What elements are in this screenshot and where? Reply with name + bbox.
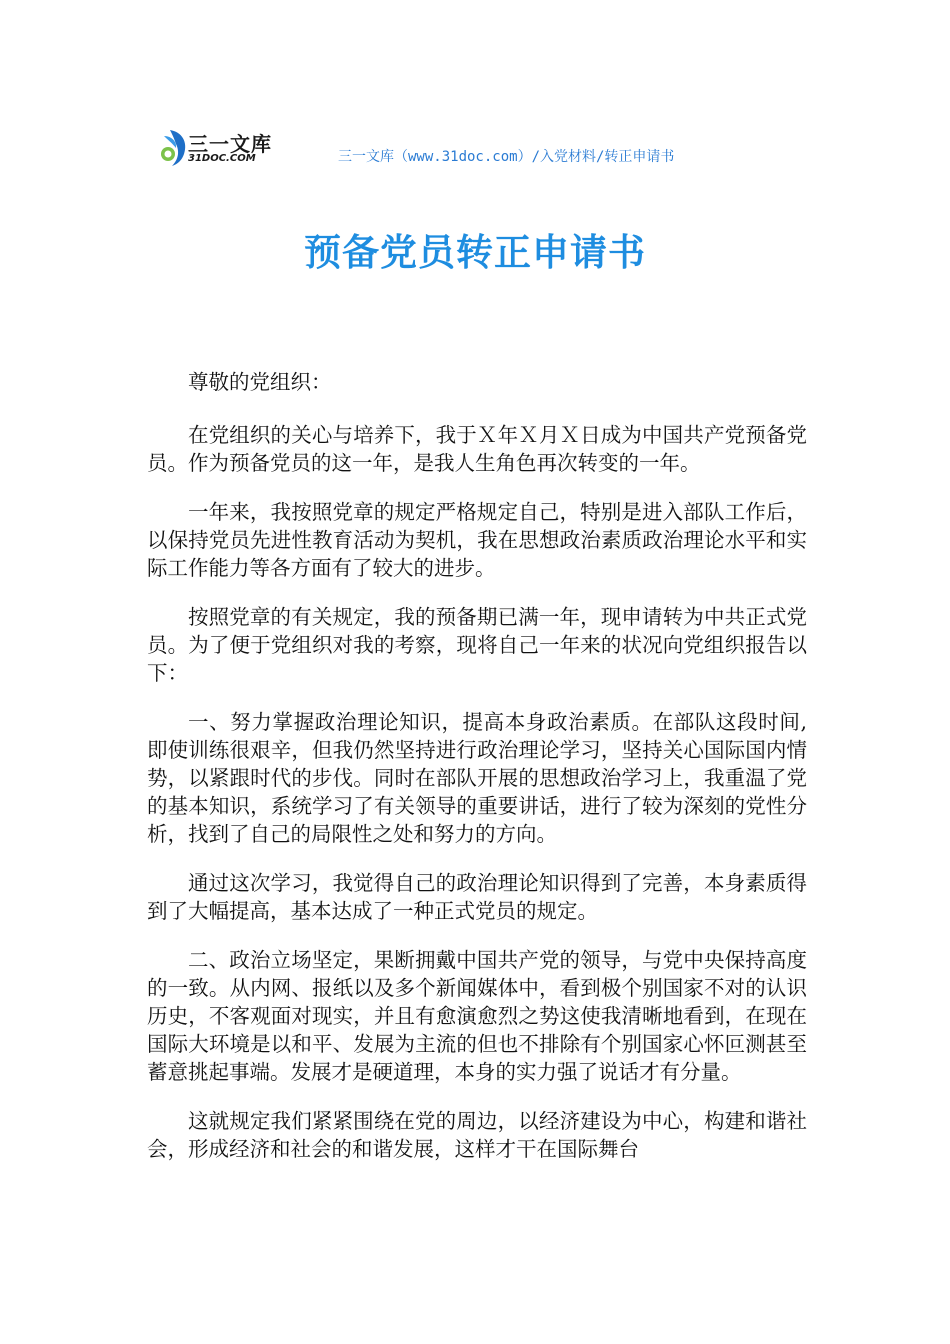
- site-logo[interactable]: [158, 126, 298, 170]
- paragraph: 按照党章的有关规定，我的预备期已满一年，现申请转为中共正式党员。为了便于党组织对我的考察，现将自己一年来的状况向党组织报告以下：: [147, 605, 807, 685]
- logo-name: 三一文库: [188, 132, 272, 156]
- page-header: [0, 118, 950, 178]
- paragraph: 在党组织的关心与培养下，我于Ｘ年Ｘ月Ｘ日成为中国共产党预备党员。作为预备党员的这一年，是我人生角色再次转变的一年。: [147, 423, 807, 475]
- document-title: 预备党员转正申请书: [304, 231, 646, 274]
- document-body: [147, 368, 807, 1184]
- breadcrumb[interactable]: 三一文库（www.31doc.com）/入党材料/转正申请书: [338, 149, 675, 165]
- paragraph: 一年来，我按照党章的规定严格规定自己，特别是进入部队工作后，以保持党员先进性教育活动为契机，我在思想政治素质政治理论水平和实际工作能力等各方面有了较大的进步。: [147, 500, 807, 580]
- logo-icon: [158, 126, 192, 170]
- paragraph: 二、政治立场坚定，果断拥戴中国共产党的领导，与党中央保持高度的一致。从内网、报纸以及多个新闻媒体中，看到极个别国家不对的认识历史，不客观面对现实，并且有愈演愈烈之势这使我清晰地看到，在现在国际大环境是以和平、发展为主流的但也不排除有个别国家心怀叵测甚至蓄意挑起事端。发展才是硬道理，本身的实力强了说话才有分量。: [147, 948, 807, 1084]
- salutation: 尊敬的党组织：: [188, 370, 332, 394]
- paragraph: 这就规定我们紧紧围绕在党的周边，以经济建设为中心，构建和谐社会，形成经济和社会的和谐发展，这样才干在国际舞台: [147, 1109, 807, 1161]
- logo-subtitle: 31DOC.COM: [188, 153, 256, 164]
- paragraph: 一、努力掌握政治理论知识，提高本身政治素质。在部队这段时间,即使训练很艰辛，但我仍然坚持进行政治理论学习，坚持关心国际国内情势，以紧跟时代的步伐。同时在部队开展的思想政治学习上，我重温了党的基本知识，系统学习了有关领导的重要讲话，进行了较为深刻的党性分析，找到了自己的局限性之处和努力的方向。: [147, 710, 807, 846]
- paragraph: 通过这次学习，我觉得自己的政治理论知识得到了完善，本身素质得到了大幅提高，基本达成了一种正式党员的规定。: [147, 871, 807, 923]
